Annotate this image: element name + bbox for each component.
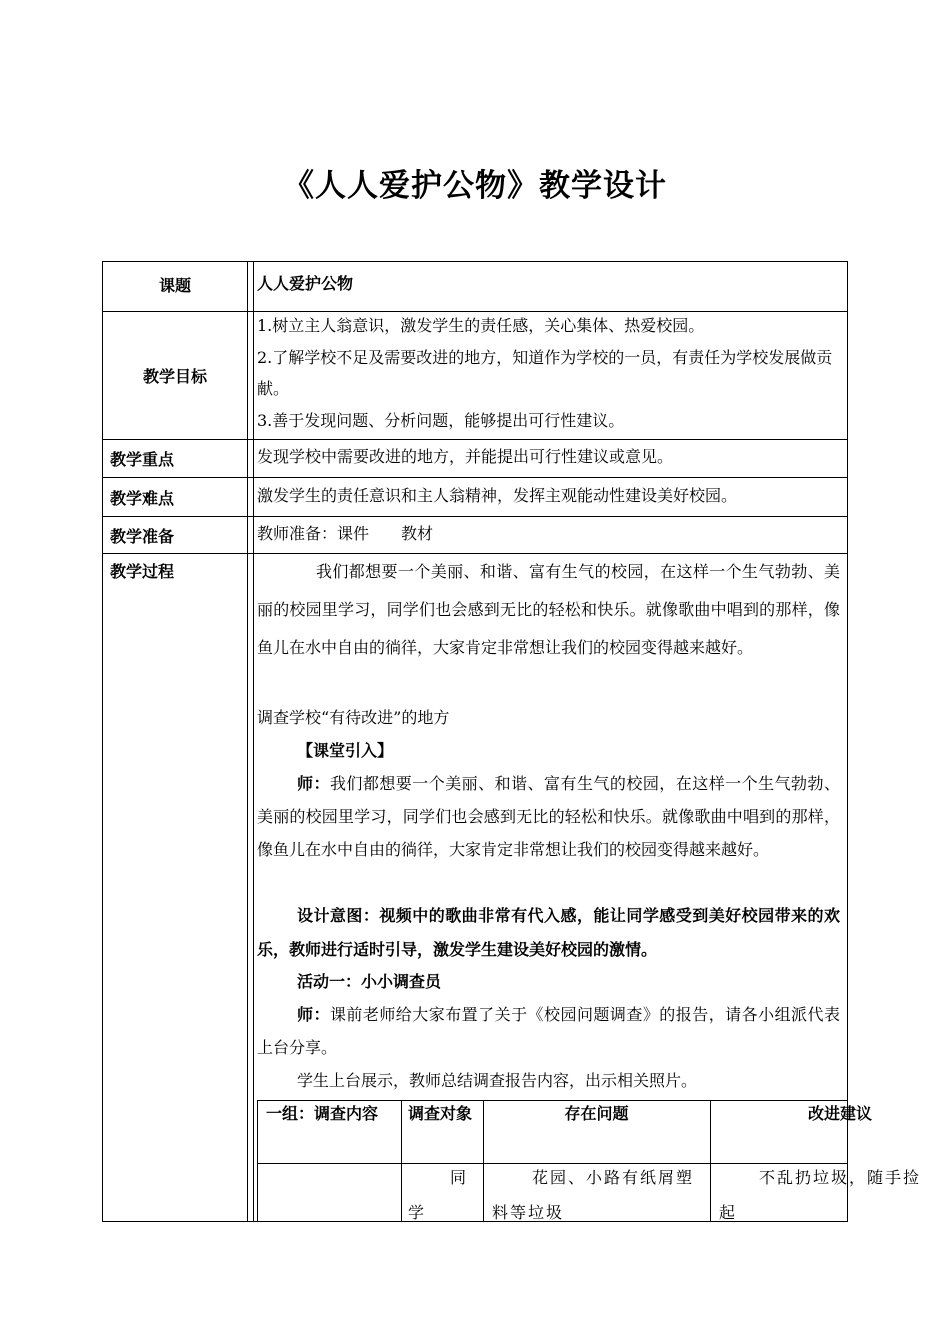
row-divider (102, 516, 848, 517)
goal-item-1: 1.树立主人翁意识，激发学生的责任感，关心集体、热爱校园。 (257, 316, 705, 335)
survey-col-line (710, 1100, 711, 1222)
teacher-label: 师： (297, 774, 330, 793)
topic-label: 课题 (158, 276, 191, 295)
section-intro: 【课堂引入】 (297, 741, 394, 760)
row-divider (102, 477, 848, 478)
prep-value: 教师准备：课件 教材 (257, 524, 434, 543)
teacher-paragraph (257, 767, 840, 866)
survey-row1-problem: 花园、小路有纸屑塑料等垃圾 (492, 1168, 695, 1222)
difficulty-value: 激发学生的责任意识和主人翁精神，发挥主观能动性建设美好校园。 (257, 486, 738, 505)
difficulty-label: 教学难点 (110, 489, 175, 508)
survey-row1-object: 同学 (408, 1168, 467, 1222)
focus-value: 发现学校中需要改进的地方，并能提出可行性建议或意见。 (257, 447, 674, 466)
focus-label: 教学重点 (110, 450, 175, 469)
goal-item-2: 2.了解学校不足及需要改进的地方，知道作为学校的一员，有责任为学校发展做贡献。 (257, 348, 833, 398)
teacher2-paragraph (257, 998, 840, 1064)
student-show: 学生上台展示，教师总结调查报告内容，出示相关照片。 (297, 1071, 698, 1090)
teacher2-label: 师： (297, 1005, 330, 1024)
page-title: 《人人爱护公物》教学设计 (283, 168, 667, 204)
intro-paragraph: 我们都想要一个美丽、和谐、富有生气的校园，在这样一个生气勃勃、美丽的校园里学习，同学们也会感到无比的轻松和快乐。就像歌曲中唱到的那样，像鱼儿在水中自由的徜徉，大家肯定非常想让我们的校园变得越来越好。 (257, 562, 840, 657)
survey-header-problem: 存在问题 (564, 1104, 629, 1123)
survey-header-content: 一组：调查内容 (266, 1104, 379, 1123)
label-column-divider-double (253, 261, 254, 1222)
survey-col-line (401, 1100, 402, 1222)
topic-value: 人人爱护公物 (257, 274, 354, 293)
survey-row1-suggestion: 不乱扔垃圾，随手捡起 (719, 1168, 922, 1222)
activity-one-title: 活动一：小小调查员 (297, 972, 442, 991)
teacher2-text: 课前老师给大家布置了关于《校园问题调查》的报告，请各小组派代表上台分享。 (257, 1005, 840, 1057)
survey-header-suggestion: 改进建议 (807, 1104, 872, 1123)
row-divider (102, 439, 848, 440)
goal-item-3: 3.善于发现问题、分析问题，能够提出可行性建议。 (257, 411, 625, 430)
survey-header-object: 调查对象 (408, 1104, 473, 1123)
teacher-text: 我们都想要一个美丽、和谐、富有生气的校园，在这样一个生气勃勃、美丽的校园里学习，同学们也会感到无比的轻松和快乐。就像歌曲中唱到的那样，像鱼儿在水中自由的徜徉，大家肯定非常想让我们的校园变得越来越好。 (257, 774, 840, 859)
process-label: 教学过程 (110, 562, 175, 581)
label-column-divider (247, 261, 248, 1222)
goals-label: 教学目标 (142, 367, 207, 386)
survey-title: 调查学校“有待改进”的地方 (257, 708, 450, 727)
design-intent: 设计意图：视频中的歌曲非常有代入感，能让同学感受到美好校园带来的欢乐，教师进行适时引导，激发学生建设美好校园的激情。 (257, 906, 840, 959)
survey-col-line (257, 1100, 258, 1222)
prep-label: 教学准备 (110, 527, 175, 546)
